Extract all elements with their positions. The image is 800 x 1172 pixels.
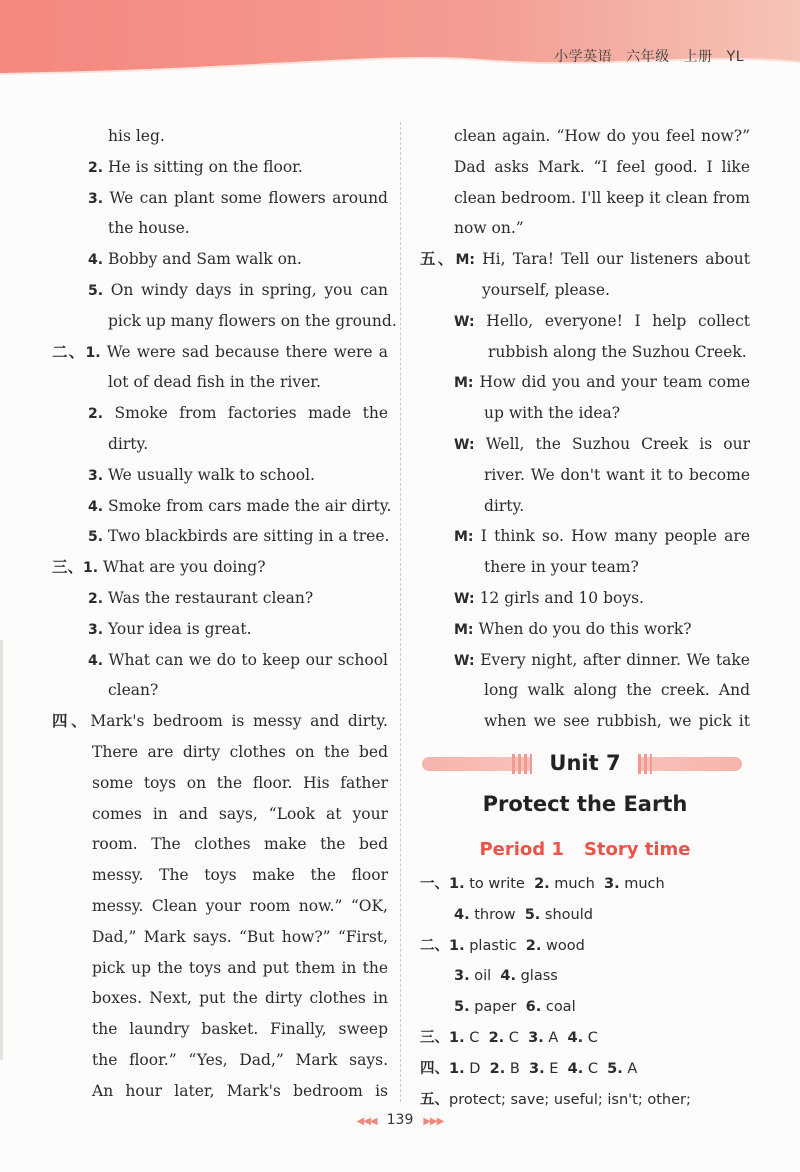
line-text: clean? [108, 681, 159, 700]
speaker-m: M: [454, 621, 474, 638]
text-line [52, 244, 388, 275]
text-line [420, 552, 750, 583]
section-marker: 五、 [420, 250, 456, 269]
unit-banner [420, 743, 750, 789]
line-text: pick up the toys and put them in the [92, 958, 388, 977]
text-line [52, 675, 388, 706]
text-line [420, 152, 750, 183]
answer: wood [546, 937, 585, 954]
unit-label: Unit 7 [532, 745, 638, 781]
line-text: I think so. How many people are [480, 527, 750, 546]
item-number: 4. [88, 652, 104, 669]
text-line [52, 614, 388, 645]
text-line [52, 829, 388, 860]
answer-line: 5. paper 6. coal [454, 999, 576, 1016]
text-line [420, 337, 750, 368]
header-wave [0, 0, 800, 90]
text-line [52, 121, 388, 152]
answer: throw [474, 906, 516, 923]
dialogue-line [420, 367, 750, 398]
line-text: now on.” [454, 219, 524, 238]
answer: should [544, 906, 593, 923]
line-text: dirty. [108, 434, 149, 453]
line-text: messy. The toys make the floor [92, 866, 388, 885]
text-line [52, 891, 388, 922]
speaker-w: W: [454, 313, 475, 330]
text-line [420, 121, 750, 152]
right-column [420, 121, 750, 1115]
unit-title: Protect the Earth [482, 791, 688, 816]
text-line [52, 737, 388, 768]
section-marker: 一、 [420, 875, 449, 892]
section-marker: 二、 [420, 937, 449, 954]
text-line [420, 706, 750, 737]
section-marker: 四、 [420, 1060, 449, 1077]
text-line [52, 1045, 388, 1076]
answer: paper [474, 999, 517, 1016]
text-line [52, 183, 388, 214]
line-text: lot of dead fish in the river. [108, 373, 321, 392]
line-text: boxes. Next, put the dirty clothes in [92, 989, 388, 1008]
line-text: Smoke from factories made the [114, 404, 388, 423]
text-line [52, 398, 388, 429]
line-text: messy. Clean your room now.” “OK, [92, 896, 388, 915]
answer: oil [474, 968, 492, 985]
page-number [0, 1112, 800, 1128]
text-line [52, 706, 388, 737]
line-text: 12 girls and 10 boys. [479, 588, 644, 607]
text-line [420, 460, 750, 491]
left-column [52, 121, 397, 1107]
text-line [52, 645, 388, 676]
line-text: Bobby and Sam walk on. [108, 250, 302, 269]
line-text: comes in and says, “Look at your [92, 804, 388, 823]
line-text: Mark's bedroom is messy and dirty. [90, 712, 388, 731]
speaker-w: W: [454, 436, 475, 453]
section-marker: 二、 [52, 342, 86, 361]
answer: B [509, 1060, 520, 1077]
line-text: his leg. [108, 127, 165, 145]
answer: much [554, 875, 595, 892]
answer: plastic [469, 937, 517, 954]
text-line [52, 337, 388, 368]
line-text: clean again. “How do you feel now?” [454, 127, 750, 145]
line-text: What can we do to keep our school [108, 650, 388, 669]
right-arrows-icon: ▶▶▶ [423, 1116, 444, 1127]
answer-line: 3. oil 4. glass [454, 968, 558, 985]
line-text: room. The clothes make the bed [92, 835, 388, 854]
line-text: dirty. [484, 496, 525, 515]
answer: much [624, 875, 665, 892]
text-line [420, 398, 750, 429]
answer: A [548, 1029, 559, 1046]
line-text: there in your team? [484, 558, 639, 577]
text-line [52, 306, 397, 337]
item-number: 3. [88, 190, 104, 207]
text-line [420, 491, 750, 522]
text-line [52, 1076, 388, 1107]
item-number: 5. [88, 529, 104, 546]
dialogue-line [420, 429, 750, 460]
line-text: There are dirty clothes on the bed [92, 742, 388, 761]
text-line [52, 583, 388, 614]
line-text: He is sitting on the floor. [108, 157, 303, 176]
answer-line: 二、1. plastic 2. wood [420, 937, 585, 954]
line-text: the house. [108, 219, 190, 238]
text-line [52, 367, 388, 398]
page-edge-shadow [0, 640, 3, 1060]
text-line [420, 183, 750, 214]
text-line [52, 860, 388, 891]
line-text: the laundry basket. Finally, sweep [92, 1020, 388, 1039]
line-text: Was the restaurant clean? [108, 588, 314, 607]
text-line [52, 275, 388, 306]
answer-line [420, 1085, 750, 1116]
item-number: 4. [88, 252, 104, 269]
line-text: On windy days in spring, you can [110, 280, 388, 299]
column-divider [400, 122, 401, 1102]
line-text: up with the idea? [484, 404, 621, 423]
text-line [52, 552, 388, 583]
line-text: when we see rubbish, we pick it [484, 712, 750, 731]
section-marker: 三、 [52, 558, 84, 577]
answer: glass [520, 968, 558, 985]
dialogue-line [420, 306, 750, 337]
speaker-w: W: [454, 590, 475, 607]
page-number-text: 139 [386, 1112, 414, 1128]
line-text: When do you do this work? [478, 619, 692, 638]
line-text: clean bedroom. I'll keep it clean from [454, 188, 750, 207]
item-number: 2. [88, 406, 104, 423]
item-number: 3. [88, 467, 104, 484]
line-text: Every night, after dinner. We take [480, 650, 750, 669]
line-text: the floor.” “Yes, Dad,” Mark says. [92, 1050, 388, 1069]
answer: protect; save; useful; isn't; other; [449, 1091, 691, 1108]
answer: A [627, 1060, 638, 1077]
header-grade: 六年级 [626, 49, 670, 65]
item-number: 1. [85, 344, 101, 361]
line-text: Dad,” Mark says. “But how?” “First, [92, 927, 388, 946]
text-line [52, 953, 388, 984]
dialogue-line [420, 614, 750, 645]
answer-line: 一、1. to write 2. much 3. much [420, 875, 665, 892]
text-line [52, 1014, 388, 1045]
line-text: We can plant some flowers around [109, 188, 388, 207]
dialogue-line [420, 521, 750, 552]
answer: D [469, 1060, 481, 1077]
line-text: Hello, everyone! I help collect [486, 311, 750, 330]
answer: C [587, 1060, 598, 1077]
line-text: pick up many flowers on the ground. [108, 311, 397, 330]
period-heading [420, 833, 750, 867]
text-line [52, 213, 388, 244]
text-line [52, 491, 392, 522]
line-text: We were sad because there were a [106, 342, 388, 361]
section-marker: 三、 [420, 1029, 449, 1046]
text-line [420, 675, 750, 706]
text-line [52, 983, 388, 1014]
line-text: some toys on the floor. His father [92, 773, 388, 792]
text-line [52, 922, 388, 953]
line-text: Smoke from cars made the air dirty. [108, 496, 392, 515]
answer: coal [545, 999, 576, 1016]
text-line [52, 460, 388, 491]
line-text: Well, the Suzhou Creek is our [485, 434, 750, 453]
line-text: Your idea is great. [108, 619, 252, 638]
section-marker: 四、 [52, 712, 91, 731]
banner-stripes-left [512, 754, 532, 774]
item-number: 2. [88, 159, 104, 176]
line-text: Dad asks Mark. “I feel good. I like [454, 157, 750, 176]
dialogue-line [420, 583, 750, 614]
answer-line: 4. throw 5. should [454, 906, 593, 923]
text-line [52, 152, 388, 183]
line-text: How did you and your team come [479, 373, 750, 392]
item-number: 5. [88, 282, 104, 299]
line-text: Two blackbirds are sitting in a tree. [108, 527, 390, 546]
line-text: Hi, Tara! Tell our listeners about [482, 250, 750, 269]
line-text: river. We don't want it to become [484, 465, 750, 484]
item-number: 4. [88, 498, 104, 515]
line-text: yourself, please. [482, 280, 610, 299]
header-banner [0, 0, 800, 90]
speaker-m: M: [454, 375, 474, 392]
text-line [52, 768, 388, 799]
section-marker: 五、 [420, 1091, 449, 1108]
line-text: An hour later, Mark's bedroom is [92, 1081, 388, 1100]
line-text: What are you doing? [103, 558, 266, 577]
dialogue-line [420, 645, 750, 676]
text-line [52, 799, 388, 830]
answer: to write [469, 875, 525, 892]
text-line [420, 213, 750, 244]
line-text: We usually walk to school. [108, 465, 315, 484]
text-line [52, 521, 388, 552]
speaker-m: M: [455, 252, 475, 269]
header-edition: YL [726, 49, 744, 65]
header-volume: 上册 [683, 49, 713, 65]
answer-line: 三、1. C 2. C 3. A 4. C [420, 1029, 598, 1046]
answer: C [469, 1029, 480, 1046]
item-number: 1. [83, 560, 99, 577]
answer: C [508, 1029, 519, 1046]
line-text: rubbish along the Suzhou Creek. [488, 342, 747, 361]
answer: C [587, 1029, 598, 1046]
period-name: Story time [583, 838, 691, 860]
text-line [52, 429, 388, 460]
speaker-m: M: [454, 529, 474, 546]
left-arrows-icon: ◀◀◀ [356, 1116, 377, 1127]
answer: E [549, 1060, 559, 1077]
answer-line: 四、1. D 2. B 3. E 4. C 5. A [420, 1060, 638, 1077]
line-text: long walk along the creek. And [484, 681, 750, 700]
dialogue-line [420, 244, 750, 275]
item-number: 3. [88, 621, 104, 638]
header-subject: 小学英语 [554, 49, 613, 65]
header-text [540, 46, 744, 66]
text-line [420, 275, 750, 306]
speaker-w: W: [454, 652, 475, 669]
item-number: 2. [88, 590, 104, 607]
period-label: Period 1 [479, 838, 564, 860]
